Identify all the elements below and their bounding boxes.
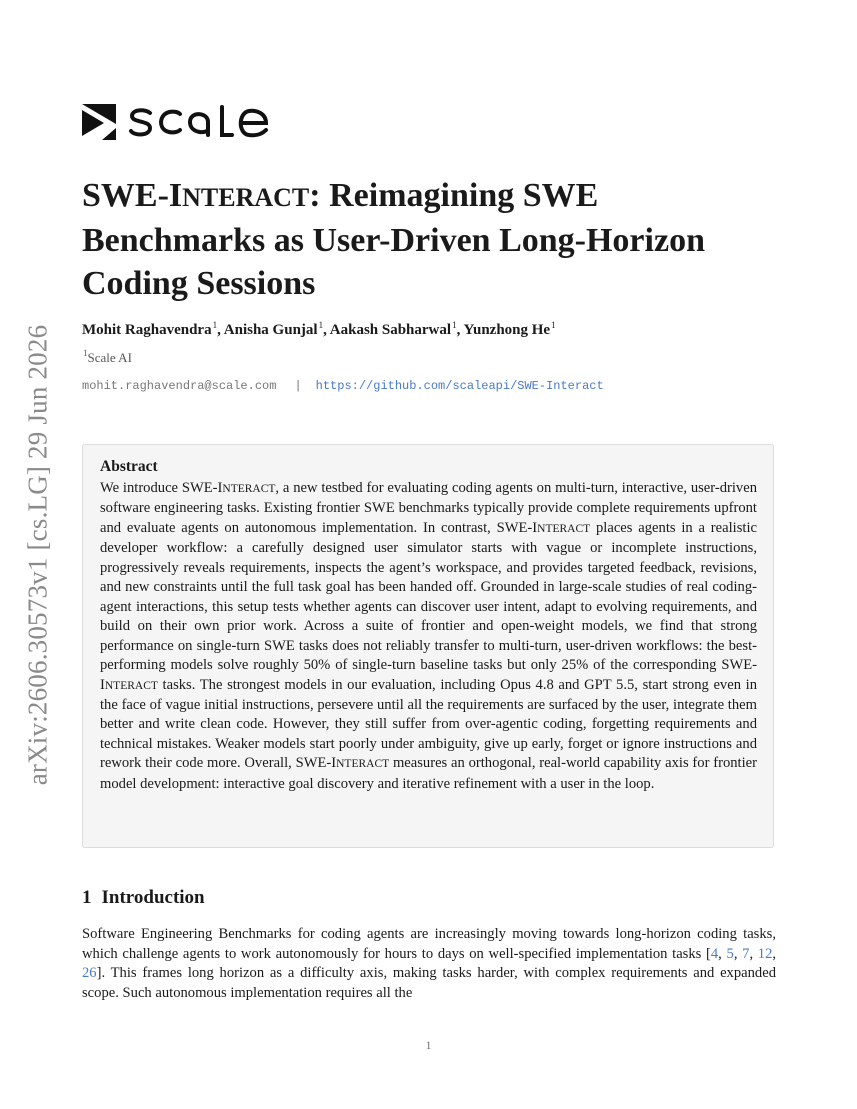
author-name: Aakash Sabharwal <box>329 322 452 338</box>
scale-logo <box>82 104 274 140</box>
author-list: Mohit Raghavendra$^1$, Anisha Gunjal$^1$, Aakash Sabharwal$^1$, Yunzhong He$^1$ <box>82 320 556 338</box>
citation-link[interactable]: 26 <box>82 965 97 981</box>
contact-separator: | <box>294 379 302 393</box>
abstract-box <box>82 444 774 848</box>
affiliation <box>82 348 132 366</box>
scale-wordmark-icon <box>128 105 274 139</box>
abstract-segment: measures an orthogonal, real-world capability axis for frontier model development: interactive goal discovery and iterative refinement with a user in the loop. <box>100 755 757 792</box>
title-part-3: : Reimagining SWE Benchmarks as User-Driven Long-Horizon Coding Sessions <box>82 177 705 302</box>
abstract-small-caps: NTERACT <box>537 522 591 535</box>
citation-link[interactable]: 4 <box>710 945 719 962</box>
arxiv-id-text: arXiv:2606.30573v1 [cs.LG] 29 Jun 2026 <box>22 324 53 786</box>
citation-link[interactable]: 12 <box>757 945 773 962</box>
affiliation-name: Scale AI <box>87 350 132 365</box>
scale-wordmark <box>128 105 274 139</box>
github-link[interactable]: https://github.com/scaleapi/SWE-Interact <box>315 379 604 393</box>
title-small-caps: NTERACT <box>182 183 310 212</box>
affil-mark: 1 <box>318 320 324 330</box>
author-name: Mohit Raghavendra <box>82 322 212 338</box>
intro-segment: ]. This frames long horizon as a difficulty axis, making tasks harder, with complex requirements and expanded scope. Such autonomous implementation requires all the <box>82 965 776 1001</box>
author-name: Yunzhong He <box>463 322 551 338</box>
scale-logo-mark-icon <box>82 104 116 140</box>
abstract-segment: , a new testbed for evaluating coding agents on multi-turn, interactive, user-driven software engineering tasks. Existing frontier SWE benchmarks typically provide complete requirements upfront and evaluate agents on autonomous implementation. In contrast, SWE-I <box>100 480 757 536</box>
paper-title <box>82 174 782 305</box>
affil-mark: 1 <box>551 320 556 330</box>
email-link[interactable]: mohit.raghavendra@scale.com <box>82 379 277 393</box>
citation-link[interactable]: 7 <box>742 945 750 962</box>
title-part-1: SWE-I <box>82 177 183 214</box>
abstract-segment: tasks. The strongest models in our evaluation, including Opus 4.8 and GPT 5.5, start strong even in the face of vague initial instructions, persevere until all the requirements are surfaced by the user, integrate them better and write clean code. However, they still suffer from over-agentic coding, forgetting requirements and technical mistakes. Weaker models start poorly under ambiguity, give up early, forget or ignore instructions and rework their code more. Overall, SWE-I <box>100 676 757 772</box>
abstract-small-caps: NTERACT <box>336 758 390 771</box>
affil-mark: 1 <box>212 320 218 330</box>
abstract-small-caps: NTERACT <box>222 483 276 495</box>
abstract-heading: Abstract <box>100 458 158 475</box>
contact-line <box>82 379 604 393</box>
page-number: 1 <box>425 1038 432 1052</box>
section-title: Introduction <box>101 887 205 908</box>
intro-segment: Software Engineering Benchmarks for coding agents are increasingly moving towards long-horizon coding tasks, which challenge agents to work autonomously for hours to days on well-specified implementation tasks [ <box>82 926 776 962</box>
arxiv-stamp <box>18 0 58 1109</box>
abstract-text <box>100 479 757 794</box>
affil-mark: 1 <box>452 320 457 330</box>
section-heading-introduction <box>82 886 205 910</box>
abstract-small-caps: NTERACT <box>104 679 158 692</box>
intro-paragraph: Software Engineering Benchmarks for coding agents are increasingly moving towards long-horizon coding tasks, which challenge agents to work autonomously for hours to days on well-specified implementation tasks [4, 5, 7, 12, 26]. This frames long horizon as a difficulty axis, making tasks harder, with complex requirements and expanded scope. Such autonomous implementation requires all the <box>82 926 777 1001</box>
affil-mark: 1 <box>83 348 88 358</box>
citation-link[interactable]: 5 <box>726 945 734 962</box>
author-name: Anisha Gunjal <box>223 322 318 338</box>
abstract-segment: places agents in a realistic developer workflow: a carefully designed user simulator starts with vague or incomplete instructions, progressively reveals requirements, inspects the agent’s workspace, and provides targeted feedback, revisions, and new constraints until the full task goal has been handed off. Grounded in large-scale studies of real coding-agent interactions, this setup tests whether agents can discover user intent, adapt to evolving requirements, and build on their own prior work. Across a suite of frontier and open-weight models, we find that strong performance on single-turn SWE tasks does not reliably transfer to multi-turn, user-driven workflows: the best-performing models solve roughly 50% of single-turn baseline tasks but only 25% of the corresponding SWE-I <box>100 519 757 693</box>
abstract-segment: We introduce SWE-I <box>100 480 223 496</box>
section-number: 1 <box>82 887 92 908</box>
